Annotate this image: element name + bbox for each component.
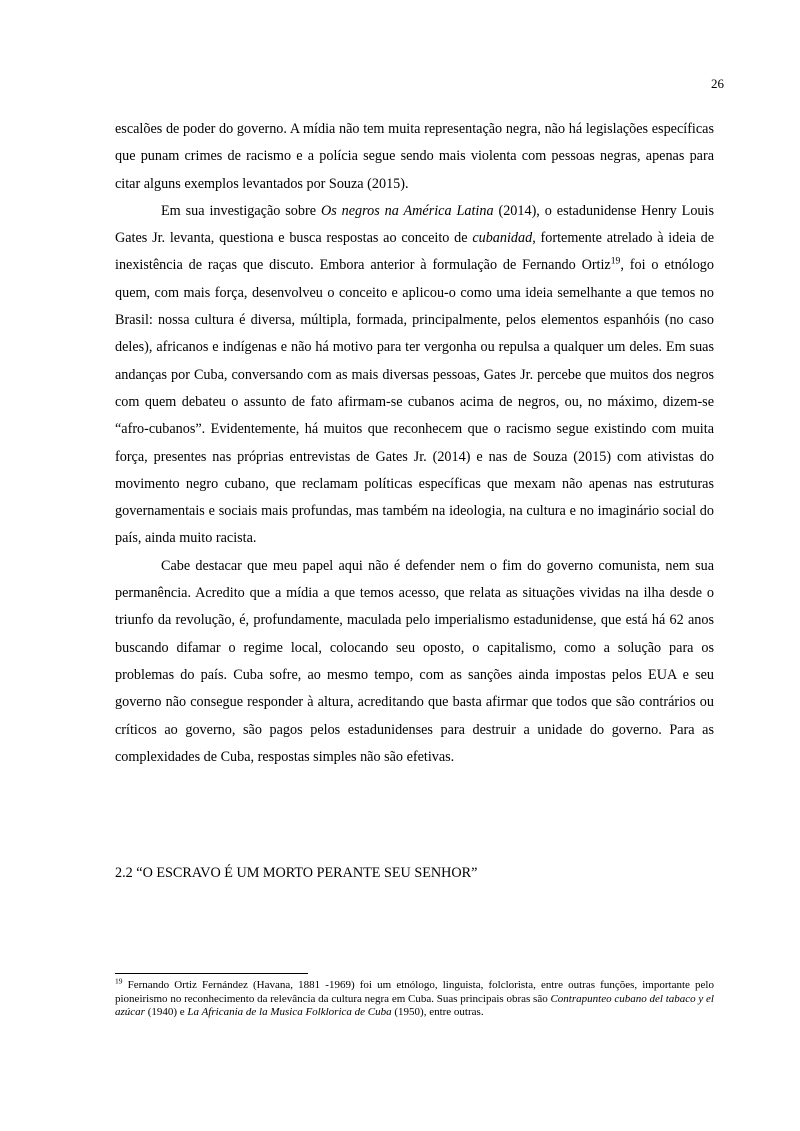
section-heading: 2.2 “O ESCRAVO É UM MORTO PERANTE SEU SENHOR” [115,865,478,881]
paragraph-1: escalões de poder do governo. A mídia não tem muita representação negra, não há legislações específicas que punam crimes de racismo e a polícia segue sendo mais violenta com pessoas negras, apenas para citar alguns exemplos levantados por Souza (2015). [115,121,714,192]
footnote [115,976,714,1020]
paragraph-3: Cabe destacar que meu papel aqui não é defender nem o fim do governo comunista, nem sua permanência. Acredito que a mídia a que temos acesso, que relata as situações vividas na ilha desde o triunfo da revolução, é, profundamente, maculada pelo imperialismo estadunidense, que está há 62 anos buscando difamar o regime local, colocando seu oposto, o capitalismo, como a solução para os problemas do país. Cuba sofre, ao mesmo tempo, com as sanções ainda impostas pelos EUA e seu governo não consegue responder à altura, acreditando que basta afirmar que todos que são contrários ou críticos ao governo, são pagos pelos estadunidenses para destruir a unidade do governo. Para as complexidades de Cuba, respostas simples não são efetivas. [115,557,714,765]
term-cubanidad: cubanidad [472,230,533,247]
footnote-part-e: (1950), entre outras. [391,1006,484,1019]
paragraph-2-part-e: , fortemente atrelado à ideia de inexistência de raças que discuto. Embora anterior à formulação de Fernando Ortiz [115,230,714,274]
paragraph-2 [115,198,714,553]
footnote-marker: 19 [115,976,123,986]
page-number: 26 [711,76,724,91]
book-title-os-negros: Os negros na América Latina [320,202,494,219]
body-text [115,116,714,771]
paragraph-2-part-c: (2014), o estadunidense Henry Louis Gates Jr. levanta, questiona e busca respostas ao conceito de [115,202,714,247]
paragraph-2-part-f: , foi o etnólogo quem, com mais força, desenvolveu o conceito e aplicou-o como uma ideia semelhante a que temos no Brasil: nossa cultura é diversa, múltipla, formada, principalmente, pelos elementos espanhóis (no caso deles), africanos e indígenas e não há motivo para ter vergonha ou repulsa a qualquer um deles. Em suas andanças por Cuba, conversando com as mais diversas pessoas, Gates Jr. percebe que muitos dos negros com quem debateu o assunto de fato afirmam-se cubanos acima de negros, ou, no máximo, dizem-se “afro-cubanos”. Evidentemente, há muitos que reconhecem que o racismo segue existindo com muita força, presentes nas próprias entrevistas de Gates Jr. (2014) e nas de Souza (2015) com ativistas do movimento negro cubano, que reclamam políticas específicas que mexam não apenas nas estruturas governamentais e sociais mais profundas, mas também na ideologia, na cultura e no imaginário social do país, ainda muito racista. [115,257,714,547]
paragraph-2-part-a: Em sua investigação sobre [161,202,321,219]
footnote-part-c: (1940) e [144,1006,188,1019]
footnote-separator [115,973,308,974]
work-title-contrapunteo: Contrapunteo cubano del tabaco y el azúcar [115,992,714,1019]
footnote-reference-19[interactable]: 19 [610,255,621,267]
work-title-africania: La Africania de la Musica Folklorica de Cuba [187,1006,392,1019]
footnote-19 [115,976,714,1020]
footnote-part-a: Fernando Ortiz Fernández (Havana, 1881 -1969) foi um etnólogo, linguista, folclorista, entre outras funções, importante pelo pioneirismo no reconhecimento da relevância da cultura negra em Cuba. Suas principais obras são [115,979,714,1005]
